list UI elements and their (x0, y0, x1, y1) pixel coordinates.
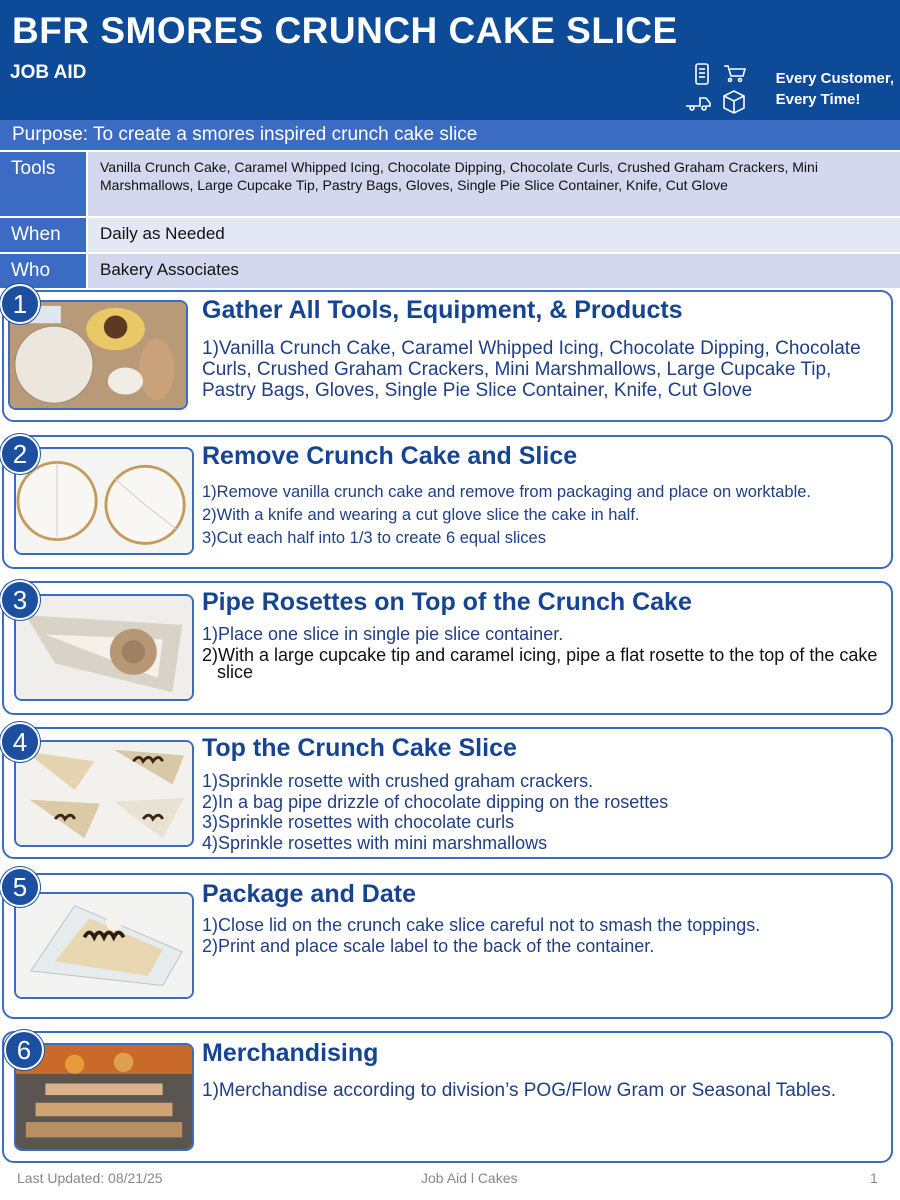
header-banner (0, 0, 900, 120)
tagline (776, 68, 894, 110)
step-4-number: 4 (0, 722, 40, 762)
step-3-item-2: 2)With a large cupcake tip and caramel icing, pipe a flat rosette to the top of the cake slice (202, 645, 878, 682)
step-3-item-1: 1)Place one slice in single pie slice container. (202, 624, 564, 644)
step-2-list (202, 483, 872, 548)
step-3-title: Pipe Rosettes on Top of the Crunch Cake (202, 588, 692, 616)
step-5-photo (14, 892, 194, 999)
step-1-list (202, 338, 882, 401)
page-subtitle: JOB AID (10, 62, 87, 83)
step-2-photo (14, 447, 194, 555)
step-1-number: 1 (0, 284, 40, 324)
when-label: When (0, 218, 88, 252)
tagline-line-1: Every Customer, (775, 70, 894, 87)
step-2-number: 2 (0, 434, 40, 474)
step-4-item-4: 4)Sprinkle rosettes with mini marshmallows (202, 832, 548, 853)
step-6-item-1: 1)Merchandise according to division’s POG/Flow Gram or Seasonal Tables. (202, 1080, 836, 1101)
step-5-list (202, 917, 882, 955)
step-4-photo (14, 740, 194, 847)
step-2-item-1: 1)Remove vanilla crunch cake and remove from packaging and place on worktable. (202, 483, 811, 501)
step-5-item-2: 2)Print and place scale label to the back of the container. (202, 936, 655, 956)
step-5-title: Package and Date (202, 880, 416, 908)
tagline-line-2: Every Time! (775, 91, 861, 108)
step-4-list (202, 771, 882, 853)
footer-last-updated: Last Updated: 08/21/25 (17, 1170, 163, 1186)
when-row (0, 218, 900, 252)
purpose-bar: Purpose: To create a smores inspired crunch cake slice (0, 120, 900, 150)
who-value: Bakery Associates (88, 254, 900, 288)
who-label: Who (0, 254, 88, 288)
step-5-item-1: 1)Close lid on the crunch cake slice careful not to smash the toppings. (202, 915, 761, 935)
step-3-photo (14, 594, 194, 701)
step-1-title: Gather All Tools, Equipment, & Products (202, 296, 683, 324)
step-2-item-3: 3)Cut each half into 1/3 to create 6 equal slices (202, 529, 546, 547)
tools-label: Tools (0, 152, 88, 216)
footer-center: Job Aid l Cakes (421, 1170, 518, 1186)
tools-value: Vanilla Crunch Cake, Caramel Whipped Icing, Chocolate Dipping, Chocolate Curls, Crushed Graham Crackers, Mini Marshmallows, Large Cupcake Tip, Pastry Bags, Gloves, Single Pie Slice Container, Knife, Cut Glove (88, 152, 900, 216)
footer-page-number: 1 (870, 1170, 878, 1186)
step-3-list (202, 626, 882, 681)
step-6-list (202, 1080, 882, 1101)
page-title: BFR SMORES CRUNCH CAKE SLICE (12, 10, 678, 51)
footer (0, 1170, 900, 1190)
tools-row (0, 152, 900, 216)
step-1-item: 1)Vanilla Crunch Cake, Caramel Whipped Icing, Chocolate Dipping, Chocolate Curls, Crushed Graham Crackers, Mini Marshmallows, Large Cupcake Tip, Pastry Bags, Gloves, Single Pie Slice Container, Knife, Cut Glove (202, 338, 861, 401)
step-2-title: Remove Crunch Cake and Slice (202, 442, 578, 470)
step-4-item-2: 2)In a bag pipe drizzle of chocolate dipping on the rosettes (202, 791, 669, 812)
step-6-number: 6 (4, 1030, 44, 1070)
step-4-title: Top the Crunch Cake Slice (202, 734, 517, 762)
step-6-title: Merchandising (202, 1039, 379, 1067)
step-4-item-1: 1)Sprinkle rosette with crushed graham crackers. (202, 771, 594, 791)
who-row (0, 254, 900, 288)
when-value: Daily as Needed (88, 218, 900, 252)
step-2-item-2: 2)With a knife and wearing a cut glove slice the cake in half. (202, 506, 640, 524)
step-4-item-3: 3)Sprinkle rosettes with chocolate curls (202, 812, 515, 832)
service-icons (684, 62, 748, 116)
step-5-number: 5 (0, 867, 40, 907)
step-3-number: 3 (0, 580, 40, 620)
